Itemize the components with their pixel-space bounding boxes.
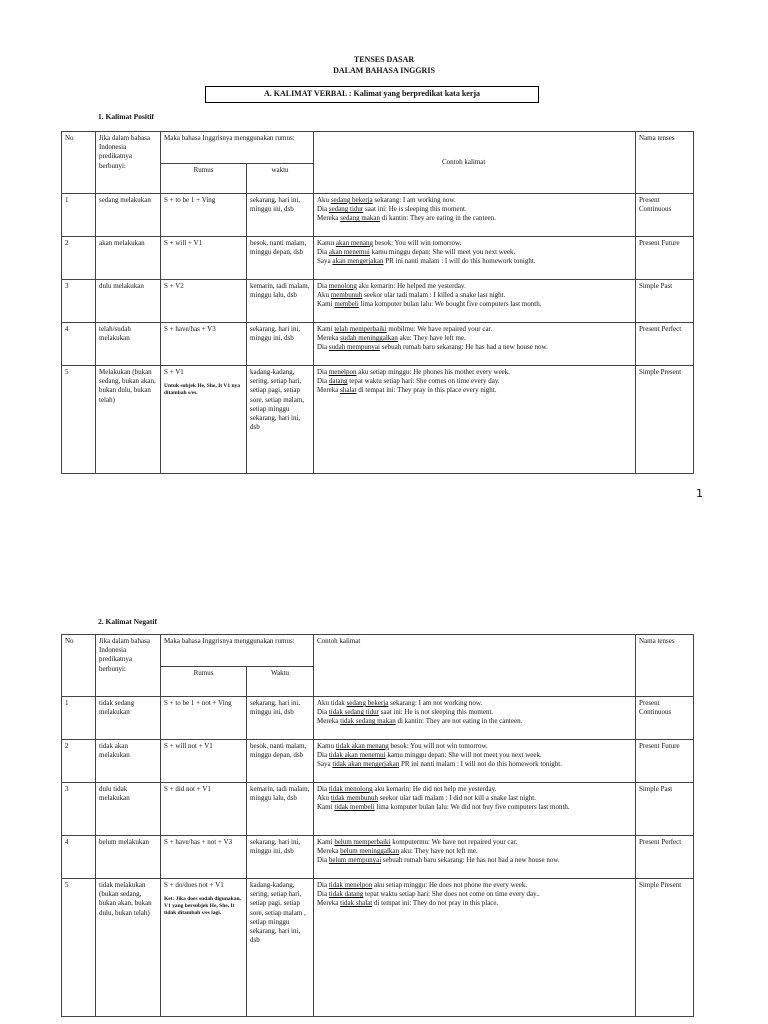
row-tense-name: Present Future bbox=[636, 237, 694, 280]
row-indonesian-predicate: dulu tidak melakukan bbox=[96, 783, 161, 836]
example-text: PR ini nanti malam : I will not do this homework tonight. bbox=[399, 760, 562, 769]
page-number: 1 bbox=[696, 487, 703, 500]
row-indonesian-predicate: telah/sudah melakukan bbox=[96, 323, 161, 366]
row-indonesian-predicate: Melakukan (bukan sedang, bukan akan, bukan dulu, bukan telah) bbox=[96, 366, 161, 474]
negative-section-title: 2. Kalimat Negatif bbox=[98, 617, 157, 626]
example-text: Kami bbox=[317, 300, 335, 309]
example-text: lima komputer bulan lalu: We bought five computers last month. bbox=[358, 300, 542, 309]
row-number: 4 bbox=[62, 323, 96, 366]
example-predicate: tidak menelpon bbox=[328, 881, 373, 889]
header-nama: Nama tenses bbox=[636, 635, 694, 697]
positive-tenses-table bbox=[61, 131, 694, 474]
doc-title: TENSES DASAR bbox=[353, 55, 415, 64]
example-text: Kami bbox=[317, 325, 335, 333]
example-sentence bbox=[317, 899, 632, 908]
example-text: besok: You will not win tomorrow. bbox=[388, 742, 488, 750]
header-rumus: Rumus bbox=[161, 667, 247, 697]
table-row bbox=[62, 237, 694, 280]
example-text: Dia bbox=[317, 751, 329, 760]
example-sentence bbox=[317, 239, 632, 248]
example-text: Mereka bbox=[317, 717, 341, 726]
row-tense-name: Present Future bbox=[636, 740, 694, 783]
row-examples bbox=[314, 740, 636, 783]
example-predicate: sedang bekerja bbox=[346, 699, 389, 707]
row-formula bbox=[161, 237, 247, 280]
row-indonesian-predicate: tidak sedang melakukan bbox=[96, 697, 161, 740]
row-formula bbox=[161, 366, 247, 474]
example-text: Kami bbox=[317, 838, 335, 846]
example-text: Mereka bbox=[317, 334, 341, 343]
row-time-markers: kadang-kadang, sering, setiap hari, setiap pagi, setiap sore, setiap malam, setiap minggu sekarang, hari ini, dsb bbox=[247, 366, 314, 474]
row-number: 2 bbox=[62, 237, 96, 280]
example-text: Dia bbox=[317, 248, 329, 257]
example-text: sekarang: I am not working now. bbox=[388, 699, 483, 707]
example-text: Dia bbox=[317, 785, 329, 793]
example-text: Dia bbox=[317, 890, 329, 899]
row-indonesian-predicate: sedang melakukan bbox=[96, 194, 161, 237]
example-sentence bbox=[317, 785, 632, 794]
example-sentence bbox=[317, 291, 632, 300]
table-row bbox=[62, 879, 694, 1017]
example-text: aku kemarin: He helped me yesterday. bbox=[356, 282, 466, 290]
example-sentence bbox=[317, 377, 632, 386]
example-predicate: tidak menolong bbox=[328, 785, 373, 793]
row-time-markers: kadang-kadang, sering, setiap hari, setiap pagi, setiap sore, setiap malam , setiap minggu sekarang, hari ini, dsb bbox=[247, 879, 314, 1017]
example-sentence bbox=[317, 386, 632, 395]
example-predicate: sedang tidur bbox=[328, 205, 364, 214]
header-maka: Maka bahasa Inggrisnya menggunakan rumus: bbox=[161, 132, 314, 164]
row-time-markers: sekarang, hari ini, minggu ini, dsb bbox=[247, 836, 314, 879]
header-nama: Nama tenses bbox=[636, 132, 694, 194]
row-examples bbox=[314, 836, 636, 879]
example-text: lima komputer bulan lalu: We did not buy five computers last month. bbox=[374, 803, 570, 812]
example-sentence bbox=[317, 343, 632, 352]
row-indonesian-predicate: belum melakukan bbox=[96, 836, 161, 879]
example-text: Dia bbox=[317, 377, 329, 386]
table-row bbox=[62, 323, 694, 366]
example-text: Aku bbox=[317, 794, 331, 803]
row-formula bbox=[161, 280, 247, 323]
formula-text: S + will not + V1 bbox=[164, 742, 213, 750]
table-row bbox=[62, 783, 694, 836]
example-text: di kantin: They are not eating in the canteen. bbox=[395, 717, 523, 726]
row-examples bbox=[314, 237, 636, 280]
formula-text: S + have/has + V3 bbox=[164, 325, 216, 333]
example-text: sebuah rumah baru sekarang: He has had a new house now. bbox=[380, 343, 548, 352]
example-sentence bbox=[317, 794, 632, 803]
example-predicate: tidak membunuh bbox=[330, 794, 379, 803]
header-no: No bbox=[62, 635, 96, 697]
example-text: komputermu: We have not repaired your car. bbox=[390, 838, 518, 846]
example-text: seekor ular tadi malam : I did not kill a snake last night. bbox=[378, 794, 536, 803]
row-examples bbox=[314, 366, 636, 474]
example-text: aku setiap minggu: He does not phone me every week. bbox=[372, 881, 528, 889]
row-examples bbox=[314, 783, 636, 836]
example-text: di kantin: They are eating in the canteen. bbox=[380, 214, 496, 223]
row-formula bbox=[161, 836, 247, 879]
example-text: Saya bbox=[317, 257, 333, 266]
example-text: kamu minggu depan: She will meet you next week. bbox=[369, 248, 516, 257]
row-time-markers: kemarin, tadi malam, minggu lalu, dsb bbox=[247, 280, 314, 323]
row-formula bbox=[161, 740, 247, 783]
example-text: Dia bbox=[317, 205, 329, 214]
example-predicate: tidak sedang makan bbox=[340, 717, 396, 726]
header-jika: Jika dalam bahasa Indonesia predikatnya berbunyi: bbox=[96, 635, 161, 697]
row-time-markers: sekarang, hari ini, minggu ini, dsb bbox=[247, 194, 314, 237]
row-time-markers: sekarang, hari ini, minggu ini, dsb bbox=[247, 697, 314, 740]
row-indonesian-predicate: tidak melakukan (bukan sedang, bukan akan, bukan dulu, bukan telah) bbox=[96, 879, 161, 1017]
example-predicate: menelpon bbox=[328, 368, 357, 376]
example-predicate: tidak sedang tidur bbox=[328, 708, 380, 717]
doc-subtitle: DALAM BAHASA INGGRIS bbox=[333, 66, 435, 75]
example-text: Aku bbox=[317, 196, 331, 204]
row-time-markers: besok, nanti malam, minggu depan, dsb bbox=[247, 740, 314, 783]
example-text: di tempat ini: They pray in this place every night. bbox=[356, 386, 497, 395]
formula-note: Ket: Jika does sudah digunakan, V1 yang bersubjek He, She, It tidak ditambah s/es lagi. bbox=[164, 896, 241, 917]
example-sentence bbox=[317, 838, 632, 847]
row-number: 3 bbox=[62, 783, 96, 836]
row-number: 3 bbox=[62, 280, 96, 323]
row-number: 4 bbox=[62, 836, 96, 879]
example-text: sebuah rumah baru sekarang: He has not had a new house now. bbox=[381, 856, 560, 865]
section-heading-box: A. KALIMAT VERBAL : Kalimat yang berpredikat kata kerja bbox=[205, 86, 539, 103]
row-formula bbox=[161, 879, 247, 1017]
table-row bbox=[62, 697, 694, 740]
example-text: Mereka bbox=[317, 386, 341, 395]
example-text: Mereka bbox=[317, 847, 341, 856]
example-text: mobilmu: We have repaired your car. bbox=[386, 325, 493, 333]
row-indonesian-predicate: tidak akan melakukan bbox=[96, 740, 161, 783]
example-predicate: tidak akan menang bbox=[335, 742, 389, 750]
formula-text: S + V2 bbox=[164, 282, 184, 290]
table-header-row bbox=[62, 132, 694, 164]
header-contoh: Contoh kalimat bbox=[314, 635, 636, 697]
example-predicate: shalat bbox=[340, 386, 357, 395]
table-row bbox=[62, 836, 694, 879]
example-sentence bbox=[317, 881, 632, 890]
row-formula bbox=[161, 194, 247, 237]
example-sentence bbox=[317, 334, 632, 343]
formula-note: Untuk subjek He, She, It V1 nya ditambah s/es. bbox=[164, 383, 241, 397]
example-text: saat ini: He is not sleeping this moment. bbox=[379, 708, 494, 717]
example-text: Kamu bbox=[317, 742, 336, 750]
row-time-markers: sekarang, hari ini, minggu ini, dsb bbox=[247, 323, 314, 366]
example-predicate: sudah mempunyai bbox=[328, 343, 380, 352]
example-text: Aku tidak bbox=[317, 699, 347, 707]
header-jika: Jika dalam bahasa Indonesia predikatnya berbunyi: bbox=[96, 132, 161, 194]
example-predicate: menolong bbox=[328, 282, 357, 290]
example-predicate: sedang makan bbox=[340, 214, 380, 223]
header-maka: Maka bahasa Inggrisnya menggunakan rumus: bbox=[161, 635, 314, 667]
header-waktu: Waktu bbox=[247, 667, 314, 697]
example-sentence bbox=[317, 257, 632, 266]
example-sentence bbox=[317, 890, 632, 899]
example-sentence bbox=[317, 856, 632, 865]
example-text: Saya bbox=[317, 760, 333, 769]
row-formula bbox=[161, 323, 247, 366]
table-row bbox=[62, 740, 694, 783]
example-predicate: akan menang bbox=[335, 239, 373, 247]
row-number: 5 bbox=[62, 366, 96, 474]
example-sentence bbox=[317, 205, 632, 214]
example-sentence bbox=[317, 717, 632, 726]
example-text: Dia bbox=[317, 856, 329, 865]
example-sentence bbox=[317, 708, 632, 717]
header-waktu: waktu bbox=[247, 164, 314, 194]
table-row bbox=[62, 366, 694, 474]
example-text: Mereka bbox=[317, 214, 341, 223]
example-sentence bbox=[317, 368, 632, 377]
table-header-row bbox=[62, 635, 694, 667]
formula-text: S + to be 1 + not + Ving bbox=[164, 699, 232, 707]
example-sentence bbox=[317, 248, 632, 257]
example-predicate: belum mempunyai bbox=[328, 856, 382, 865]
example-predicate: tidak datang bbox=[328, 890, 364, 899]
row-indonesian-predicate: akan melakukan bbox=[96, 237, 161, 280]
example-sentence bbox=[317, 751, 632, 760]
example-text: Mereka bbox=[317, 899, 341, 908]
example-predicate: sudah meninggalkan bbox=[340, 334, 398, 343]
header-contoh: Contoh kalimat bbox=[314, 132, 636, 194]
row-tense-name: Simple Present bbox=[636, 879, 694, 1017]
row-tense-name: Present Perfect bbox=[636, 836, 694, 879]
example-predicate: tidak akan mengerjakan bbox=[332, 760, 400, 769]
formula-text: S + did not + V1 bbox=[164, 785, 211, 793]
example-sentence bbox=[317, 760, 632, 769]
row-indonesian-predicate: dulu melakukan bbox=[96, 280, 161, 323]
example-sentence bbox=[317, 699, 632, 708]
example-text: kamu minggu depan: She will not meet you next week. bbox=[385, 751, 542, 760]
example-text: seekor ular tadi malam : I killed a snake last night. bbox=[362, 291, 506, 300]
example-predicate: membeli bbox=[334, 300, 359, 309]
example-sentence bbox=[317, 325, 632, 334]
example-text: Dia bbox=[317, 282, 329, 290]
example-predicate: telah memperbaiki bbox=[334, 325, 387, 333]
example-sentence bbox=[317, 214, 632, 223]
example-sentence bbox=[317, 742, 632, 751]
row-tense-name: Present Perfect bbox=[636, 323, 694, 366]
example-text: aku: They have left me. bbox=[397, 334, 466, 343]
row-tense-name: Simple Past bbox=[636, 783, 694, 836]
example-predicate: akan menemui bbox=[328, 248, 370, 257]
formula-text: S + to be 1 + Ving bbox=[164, 196, 216, 204]
example-predicate: datang bbox=[328, 377, 348, 386]
row-formula bbox=[161, 697, 247, 740]
formula-text: S + will + V1 bbox=[164, 239, 203, 247]
example-predicate: membunuh bbox=[330, 291, 363, 300]
example-predicate: sedang bekerja bbox=[330, 196, 373, 204]
table-row bbox=[62, 280, 694, 323]
row-tense-name: Present Continuous bbox=[636, 194, 694, 237]
row-number: 5 bbox=[62, 879, 96, 1017]
example-text: Dia bbox=[317, 368, 329, 376]
row-tense-name: Simple Past bbox=[636, 280, 694, 323]
example-text: aku kemarin: He did not help me yesterday. bbox=[372, 785, 497, 793]
example-text: aku setiap minggu: He phones his mother every week. bbox=[356, 368, 511, 376]
example-text: sekarang: I am working now. bbox=[372, 196, 456, 204]
example-predicate: belum memperbaiki bbox=[334, 838, 391, 846]
table-row bbox=[62, 194, 694, 237]
formula-text: S + V1 bbox=[164, 368, 184, 376]
example-text: besok: You will win tomorrow. bbox=[372, 239, 462, 247]
example-text: Dia bbox=[317, 881, 329, 889]
example-text: di tempat ini: They do not pray in this place. bbox=[372, 899, 499, 908]
row-tense-name: Simple Present bbox=[636, 366, 694, 474]
row-formula bbox=[161, 783, 247, 836]
example-sentence bbox=[317, 803, 632, 812]
example-predicate: tidak akan menemui bbox=[328, 751, 386, 760]
example-text: tepat waktu setiap hari: She comes on time every day. bbox=[347, 377, 500, 386]
example-text: Aku bbox=[317, 291, 331, 300]
negative-tenses-table bbox=[61, 634, 694, 1017]
row-time-markers: kemarin, tadi malam, minggu lalu, dsb bbox=[247, 783, 314, 836]
header-no: No bbox=[62, 132, 96, 194]
row-number: 2 bbox=[62, 740, 96, 783]
example-predicate: akan mengerjakan bbox=[332, 257, 384, 266]
row-number: 1 bbox=[62, 194, 96, 237]
example-predicate: tidak shalat bbox=[340, 899, 373, 908]
example-sentence bbox=[317, 282, 632, 291]
example-sentence bbox=[317, 847, 632, 856]
example-text: tepat waktu setiap hari: She does not come on time every day.. bbox=[363, 890, 540, 899]
example-predicate: tidak membeli bbox=[334, 803, 375, 812]
row-examples bbox=[314, 280, 636, 323]
example-text: Kami bbox=[317, 803, 335, 812]
example-predicate: belum meninggalkan bbox=[340, 847, 400, 856]
example-text: saat ini: He is sleeping this moment. bbox=[363, 205, 467, 214]
example-sentence bbox=[317, 300, 632, 309]
example-text: aku: They have not left me. bbox=[399, 847, 478, 856]
header-rumus: Rumus bbox=[161, 164, 247, 194]
row-examples bbox=[314, 879, 636, 1017]
example-sentence bbox=[317, 196, 632, 205]
example-text: PR ini nanti malam : I will do this homework tonight. bbox=[383, 257, 536, 266]
row-examples bbox=[314, 697, 636, 740]
row-number: 1 bbox=[62, 697, 96, 740]
example-text: Kamu bbox=[317, 239, 336, 247]
row-examples bbox=[314, 194, 636, 237]
positive-section-title: 1. Kalimat Positif bbox=[98, 112, 155, 121]
example-text: Dia bbox=[317, 708, 329, 717]
example-text: Dia bbox=[317, 343, 329, 352]
formula-text: S + do/does not + V1 bbox=[164, 881, 224, 889]
formula-text: S + have/has + not + V3 bbox=[164, 838, 233, 846]
row-examples bbox=[314, 323, 636, 366]
row-tense-name: Present Continuous bbox=[636, 697, 694, 740]
row-time-markers: besok, nanti malam, minggu depan, dsb bbox=[247, 237, 314, 280]
